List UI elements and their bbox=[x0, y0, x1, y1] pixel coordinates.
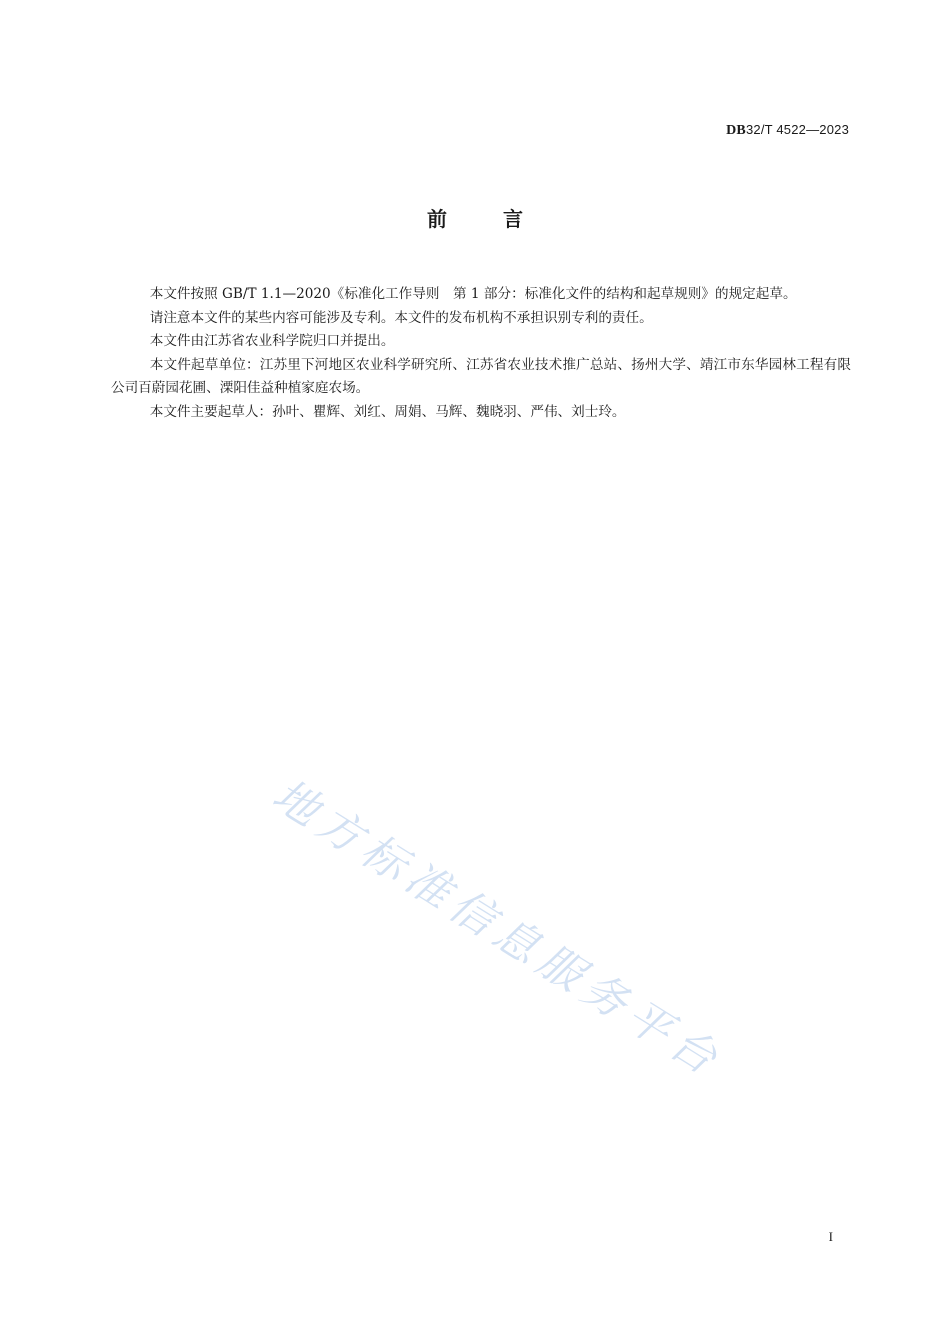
document-code bbox=[726, 122, 849, 139]
page-number: I bbox=[828, 1229, 833, 1244]
paragraph-drafting-rules: 本文件按照 GB/T 1.1—2020《标准化工作导则 第 1 部分：标准化文件的结构和起草规则》的规定起草。 bbox=[149, 286, 797, 302]
paragraph-patent-notice: 请注意本文件的某些内容可能涉及专利。本文件的发布机构不承担识别专利的责任。 bbox=[149, 309, 653, 326]
paragraph-drafting-units: 本文件起草单位：江苏里下河地区农业科学研究所、江苏省农业技术推广总站、扬州大学、靖江市东华园林工程有限公司百蔚园花圃、溧阳佳益种植家庭农场。 bbox=[111, 356, 851, 397]
page-title: 前言 bbox=[427, 207, 579, 231]
paragraph-drafters: 本文件主要起草人：孙叶、瞿辉、刘红、周娟、马辉、魏晓羽、严伟、刘士玲。 bbox=[149, 403, 626, 420]
watermark: 地方标准信息服务平台 bbox=[263, 769, 732, 1089]
document-code-prefix: DB bbox=[726, 123, 746, 138]
paragraph-proposer: 本文件由江苏省农业科学院归口并提出。 bbox=[149, 333, 395, 350]
document-code-number: 32/T 4522—2023 bbox=[745, 122, 849, 137]
foreword-body bbox=[111, 283, 851, 425]
